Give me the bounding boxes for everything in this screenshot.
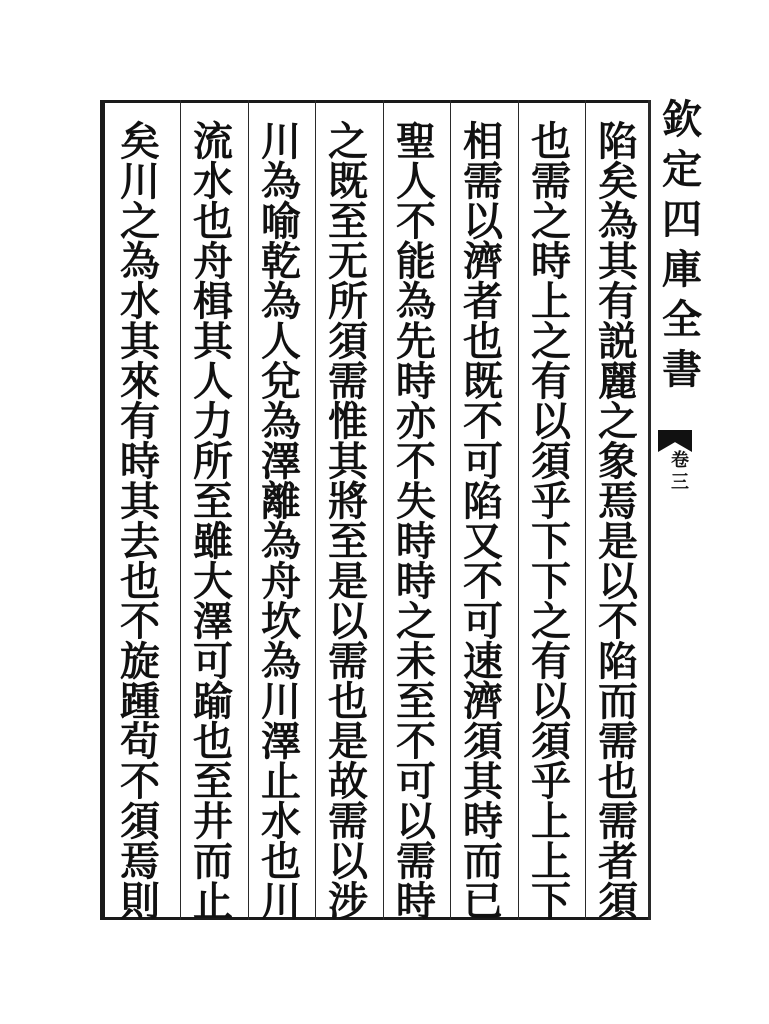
text-char: 為 [261,398,301,445]
text-column [108,118,172,925]
text-char: 為 [396,278,436,325]
text-char: 者 [598,838,638,885]
text-char: 川 [261,878,301,925]
text-char: 時 [396,518,436,565]
text-char: 茍 [120,718,160,765]
text-char: 力 [193,398,233,445]
text-char: 止 [193,878,233,925]
text-char: 所 [328,278,368,325]
text-column [519,118,583,925]
text-char: 踵 [120,678,160,725]
text-char: 井 [193,798,233,845]
text-char: 坎 [261,598,301,645]
text-char: 惟 [328,398,368,445]
volume-char: 三 [671,472,689,493]
text-char: 濟 [463,238,503,285]
book-title-char: 四 [662,196,702,243]
text-char: 其 [598,238,638,285]
text-char: 之 [396,598,436,645]
text-char: 至 [396,678,436,725]
text-char: 不 [120,598,160,645]
text-column [451,118,515,925]
text-char: 而 [193,838,233,885]
text-char: 楫 [193,278,233,325]
text-char: 麗 [598,358,638,405]
text-char: 時 [120,438,160,485]
text-char: 為 [120,238,160,285]
text-char: 速 [463,638,503,685]
book-title-char: 定 [662,146,702,193]
text-char: 下 [531,878,571,925]
text-char: 川 [261,678,301,725]
text-char: 也 [261,838,301,885]
text-char: 需 [531,158,571,205]
text-char: 既 [328,158,368,205]
text-char: 无 [328,238,368,285]
text-char: 時 [463,798,503,845]
text-char: 也 [193,198,233,245]
text-char: 須 [120,798,160,845]
text-char: 可 [463,598,503,645]
text-char: 有 [531,358,571,405]
text-char: 水 [261,798,301,845]
text-char: 流 [193,118,233,165]
text-char: 不 [396,438,436,485]
text-char: 大 [193,558,233,605]
fishtail-mark-icon [658,430,692,452]
text-char: 乎 [531,478,571,525]
text-char: 乾 [261,238,301,285]
book-title-char: 全 [662,296,702,343]
text-char: 為 [598,198,638,245]
text-char: 聖 [396,118,436,165]
text-char: 時 [396,358,436,405]
text-char: 有 [598,278,638,325]
text-char: 相 [463,118,503,165]
text-char: 陷 [463,478,503,525]
page-margin [652,90,712,530]
text-char: 而 [598,678,638,725]
text-char: 需 [598,798,638,845]
text-char: 能 [396,238,436,285]
text-char: 未 [396,638,436,685]
text-char: 不 [463,558,503,605]
volume-char: 卷 [671,450,689,471]
text-char: 又 [463,518,503,565]
text-char: 之 [531,198,571,245]
text-char: 需 [598,718,638,765]
text-char: 焉 [598,478,638,525]
text-char: 至 [328,198,368,245]
text-char: 所 [193,438,233,485]
text-char: 矣 [120,118,160,165]
text-char: 象 [598,438,638,485]
text-char: 至 [193,758,233,805]
text-char: 至 [193,478,233,525]
text-char: 可 [463,438,503,485]
text-char: 涉 [328,878,368,925]
text-char: 濟 [463,678,503,725]
text-char: 以 [328,838,368,885]
volume-label [668,452,692,496]
text-char: 澤 [261,438,301,485]
text-char: 兌 [261,358,301,405]
text-char: 其 [120,318,160,365]
text-char: 是 [328,558,368,605]
text-char: 離 [261,478,301,525]
text-char: 需 [463,158,503,205]
text-char: 人 [396,158,436,205]
text-char: 故 [328,758,368,805]
text-char: 以 [463,198,503,245]
text-char: 已 [463,878,503,925]
text-char: 是 [598,518,638,565]
text-char: 可 [396,758,436,805]
text-char: 之 [120,198,160,245]
text-char: 其 [193,318,233,365]
text-char: 時 [396,558,436,605]
text-char: 去 [120,518,160,565]
text-column [384,118,448,925]
text-char: 陷 [598,118,638,165]
text-char: 之 [531,318,571,365]
text-char: 可 [193,638,233,685]
text-column [316,118,380,925]
text-char: 以 [598,558,638,605]
text-char: 也 [463,318,503,365]
text-char: 須 [598,878,638,925]
text-char: 有 [531,638,571,685]
text-char: 先 [396,318,436,365]
text-char: 人 [261,318,301,365]
text-char: 是 [328,718,368,765]
text-char: 説 [598,318,638,365]
book-title-char: 庫 [662,246,702,293]
text-char: 以 [396,798,436,845]
text-char: 將 [328,478,368,525]
text-char: 也 [531,118,571,165]
text-char: 失 [396,478,436,525]
text-column [586,118,650,925]
text-char: 有 [120,398,160,445]
text-char: 須 [463,718,503,765]
text-char: 不 [396,198,436,245]
text-char: 舟 [261,558,301,605]
text-char: 水 [193,158,233,205]
text-char: 雖 [193,518,233,565]
text-char: 澤 [193,598,233,645]
text-char: 乎 [531,758,571,805]
book-title-char: 書 [662,346,702,393]
text-char: 為 [261,278,301,325]
text-char: 為 [261,518,301,565]
text-char: 以 [531,678,571,725]
text-char: 需 [328,358,368,405]
text-char: 需 [328,798,368,845]
text-char: 需 [328,638,368,685]
text-char: 水 [120,278,160,325]
book-title-char: 欽 [662,96,702,143]
book-title [652,96,712,400]
text-char: 人 [193,358,233,405]
text-char: 不 [463,398,503,445]
text-char: 須 [531,438,571,485]
text-char: 也 [598,758,638,805]
text-char: 其 [120,478,160,525]
text-char: 為 [261,638,301,685]
text-char: 不 [598,598,638,645]
text-char: 既 [463,358,503,405]
text-char: 亦 [396,398,436,445]
text-char: 踰 [193,678,233,725]
text-char: 之 [328,118,368,165]
text-char: 其 [463,758,503,805]
text-char: 須 [531,718,571,765]
text-char: 焉 [120,838,160,885]
text-char: 旋 [120,638,160,685]
text-char: 時 [531,238,571,285]
text-char: 也 [328,678,368,725]
text-char: 其 [328,438,368,485]
text-char: 以 [328,598,368,645]
text-char: 至 [328,518,368,565]
text-char: 上 [531,278,571,325]
text-char: 之 [531,598,571,645]
text-char: 矣 [598,158,638,205]
text-char: 之 [598,398,638,445]
text-char: 時 [396,878,436,925]
text-char: 需 [396,838,436,885]
text-char: 舟 [193,238,233,285]
text-char: 川 [261,118,301,165]
text-char: 為 [261,158,301,205]
text-char: 也 [193,718,233,765]
text-char: 川 [120,158,160,205]
text-char: 則 [120,878,160,925]
text-char: 陷 [598,638,638,685]
text-char: 上 [531,798,571,845]
text-char: 而 [463,838,503,885]
text-char: 止 [261,758,301,805]
text-char: 也 [120,558,160,605]
text-char: 澤 [261,718,301,765]
text-char: 上 [531,838,571,885]
text-char: 喻 [261,198,301,245]
text-char: 來 [120,358,160,405]
text-char: 下 [531,518,571,565]
text-char: 須 [328,318,368,365]
text-column [249,118,313,925]
text-char: 以 [531,398,571,445]
text-char: 者 [463,278,503,325]
text-column [181,118,245,925]
text-char: 下 [531,558,571,605]
text-char: 不 [396,718,436,765]
text-char: 不 [120,758,160,805]
